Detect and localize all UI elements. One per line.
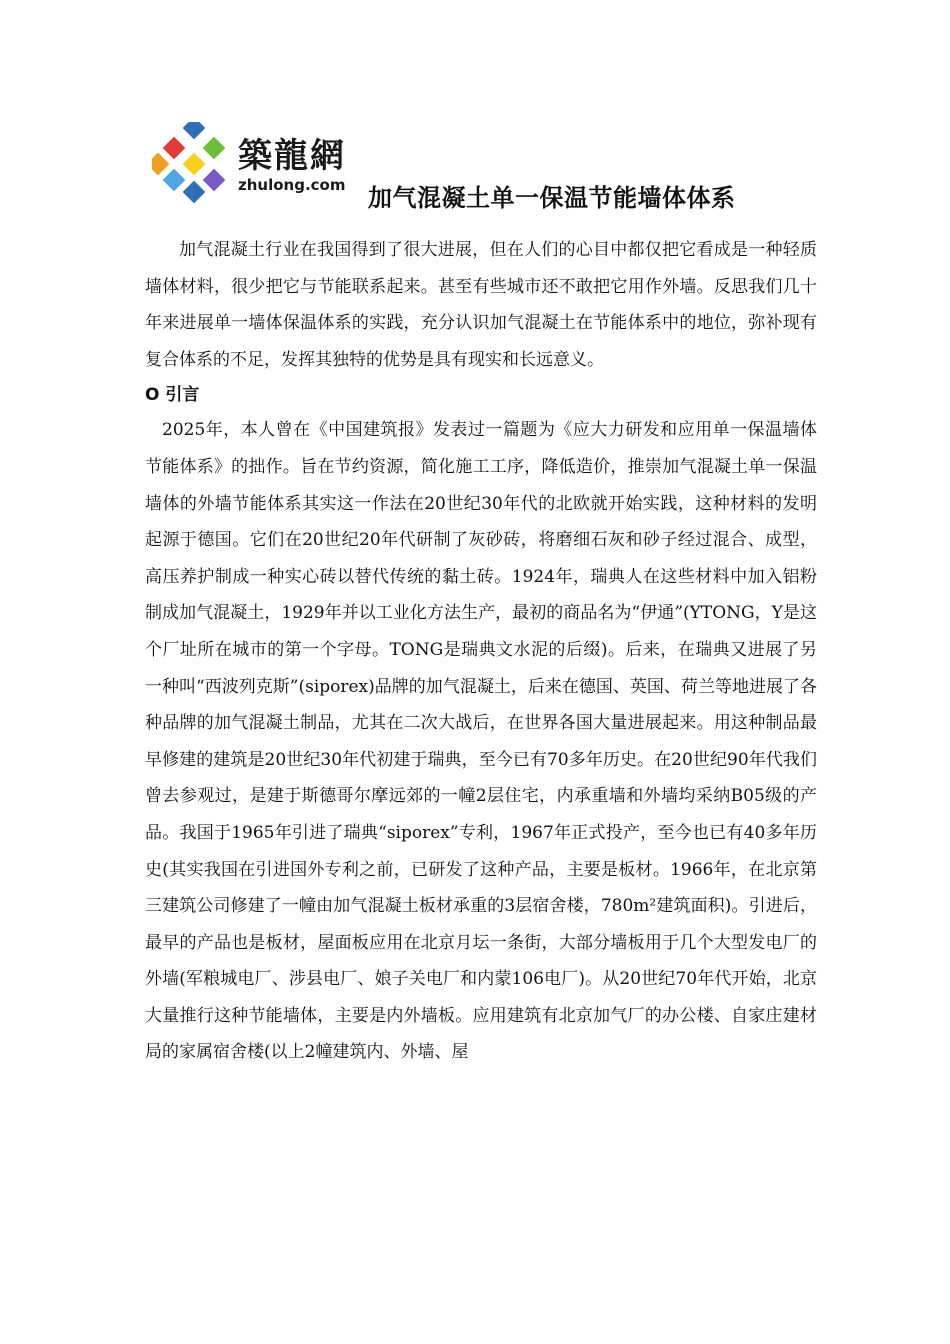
- logo-tile-6: [203, 169, 226, 192]
- logo-tile-2: [203, 137, 226, 160]
- section-paragraph: 2025年，本人曾在《中国建筑报》发表过一篇题为《应大力研发和应用单一保温墙体节能体系》的拙作。旨在节约资源，简化施工工序，降低造价，推崇加气混凝土单一保温墙体的外墙节能体系其实这一作法在20世纪30年代的北欧就开始实践，这种材料的发明起源于德国。它们在20世纪20年代研制了灰砂砖，将磨细石灰和砂子经过混合、成型，高压养护制成一种实心砖以替代传统的黏土砖。1924年，瑞典人在这些材料中加入铝粉制成加气混凝土，1929年并以工业化方法生产，最初的商品名为“伊通”(YTONG，Y是这个厂址所在城市的第一个字母。TONG是瑞典文水泥的后缀)。后来，在瑞典又进展了另一种叫“西波列克斯”(siporex)品牌的加气混凝土，后来在德国、英国、荷兰等地进展了各种品牌的加气混凝土制品，尤其在二次大战后，在世界各国大量进展起来。用这种制品最早修建的建筑是20世纪30年代初建于瑞典，至今已有70多年历史。在20世纪90年代我们曾去参观过，是建于斯德哥尔摩远郊的一幢2层住宅，内承重墙和外墙均采纳B05级的产品。我国于1965年引进了瑞典“siporex”专利，1967年正式投产，至今也已有40多年历史(其实我国在引进国外专利之前，已研发了这种产品，主要是板材。1966年，在北京第三建筑公司修建了一幢由加气混凝土板材承重的3层宿舍楼，780m²建筑面积)。引进后，最早的产品也是板材，屋面板应用在北京月坛一条街，大部分墙板用于几个大型发电厂的外墙(军粮城电厂、涉县电厂、娘子关电厂和内蒙106电厂)。从20世纪70年代开始，北京大量推行这种节能墙体，主要是内外墙板。应用建筑有北京加气厂的办公楼、自家庄建材局的家属宿舍楼(以上2幢建筑内、外墙、屋: [145, 420, 817, 1063]
- logo-tile-3: [152, 153, 169, 176]
- logo-tile-0: [183, 122, 206, 139]
- document-body: [145, 232, 817, 1071]
- logo-english-text: zhulong.com: [238, 176, 346, 194]
- logo-chinese-text: 築龍網: [238, 136, 346, 176]
- logo-tile-7: [183, 181, 206, 204]
- document-title: 加气混凝土单一保温节能墙体体系: [368, 184, 736, 212]
- document-header: [150, 120, 830, 220]
- logo-tile-4: [183, 153, 206, 176]
- zhulong-logo-icon: [152, 122, 236, 206]
- logo-tile-1: [163, 137, 186, 160]
- zhulong-logo: [150, 120, 370, 210]
- logo-tile-5: [163, 169, 186, 192]
- section-heading: O 引言: [145, 385, 200, 406]
- intro-paragraph: 加气混凝土行业在我国得到了很大进展，但在人们的心目中都仅把它看成是一种轻质墙体材料，很少把它与节能联系起来。甚至有些城市还不敢把它用作外墙。反思我们几十年来进展单一墙体保温体系的实践，充分认识加气混凝土在节能体系中的地位，弥补现有复合体系的不足，发挥其独特的优势是具有现实和长远意义。: [145, 240, 817, 370]
